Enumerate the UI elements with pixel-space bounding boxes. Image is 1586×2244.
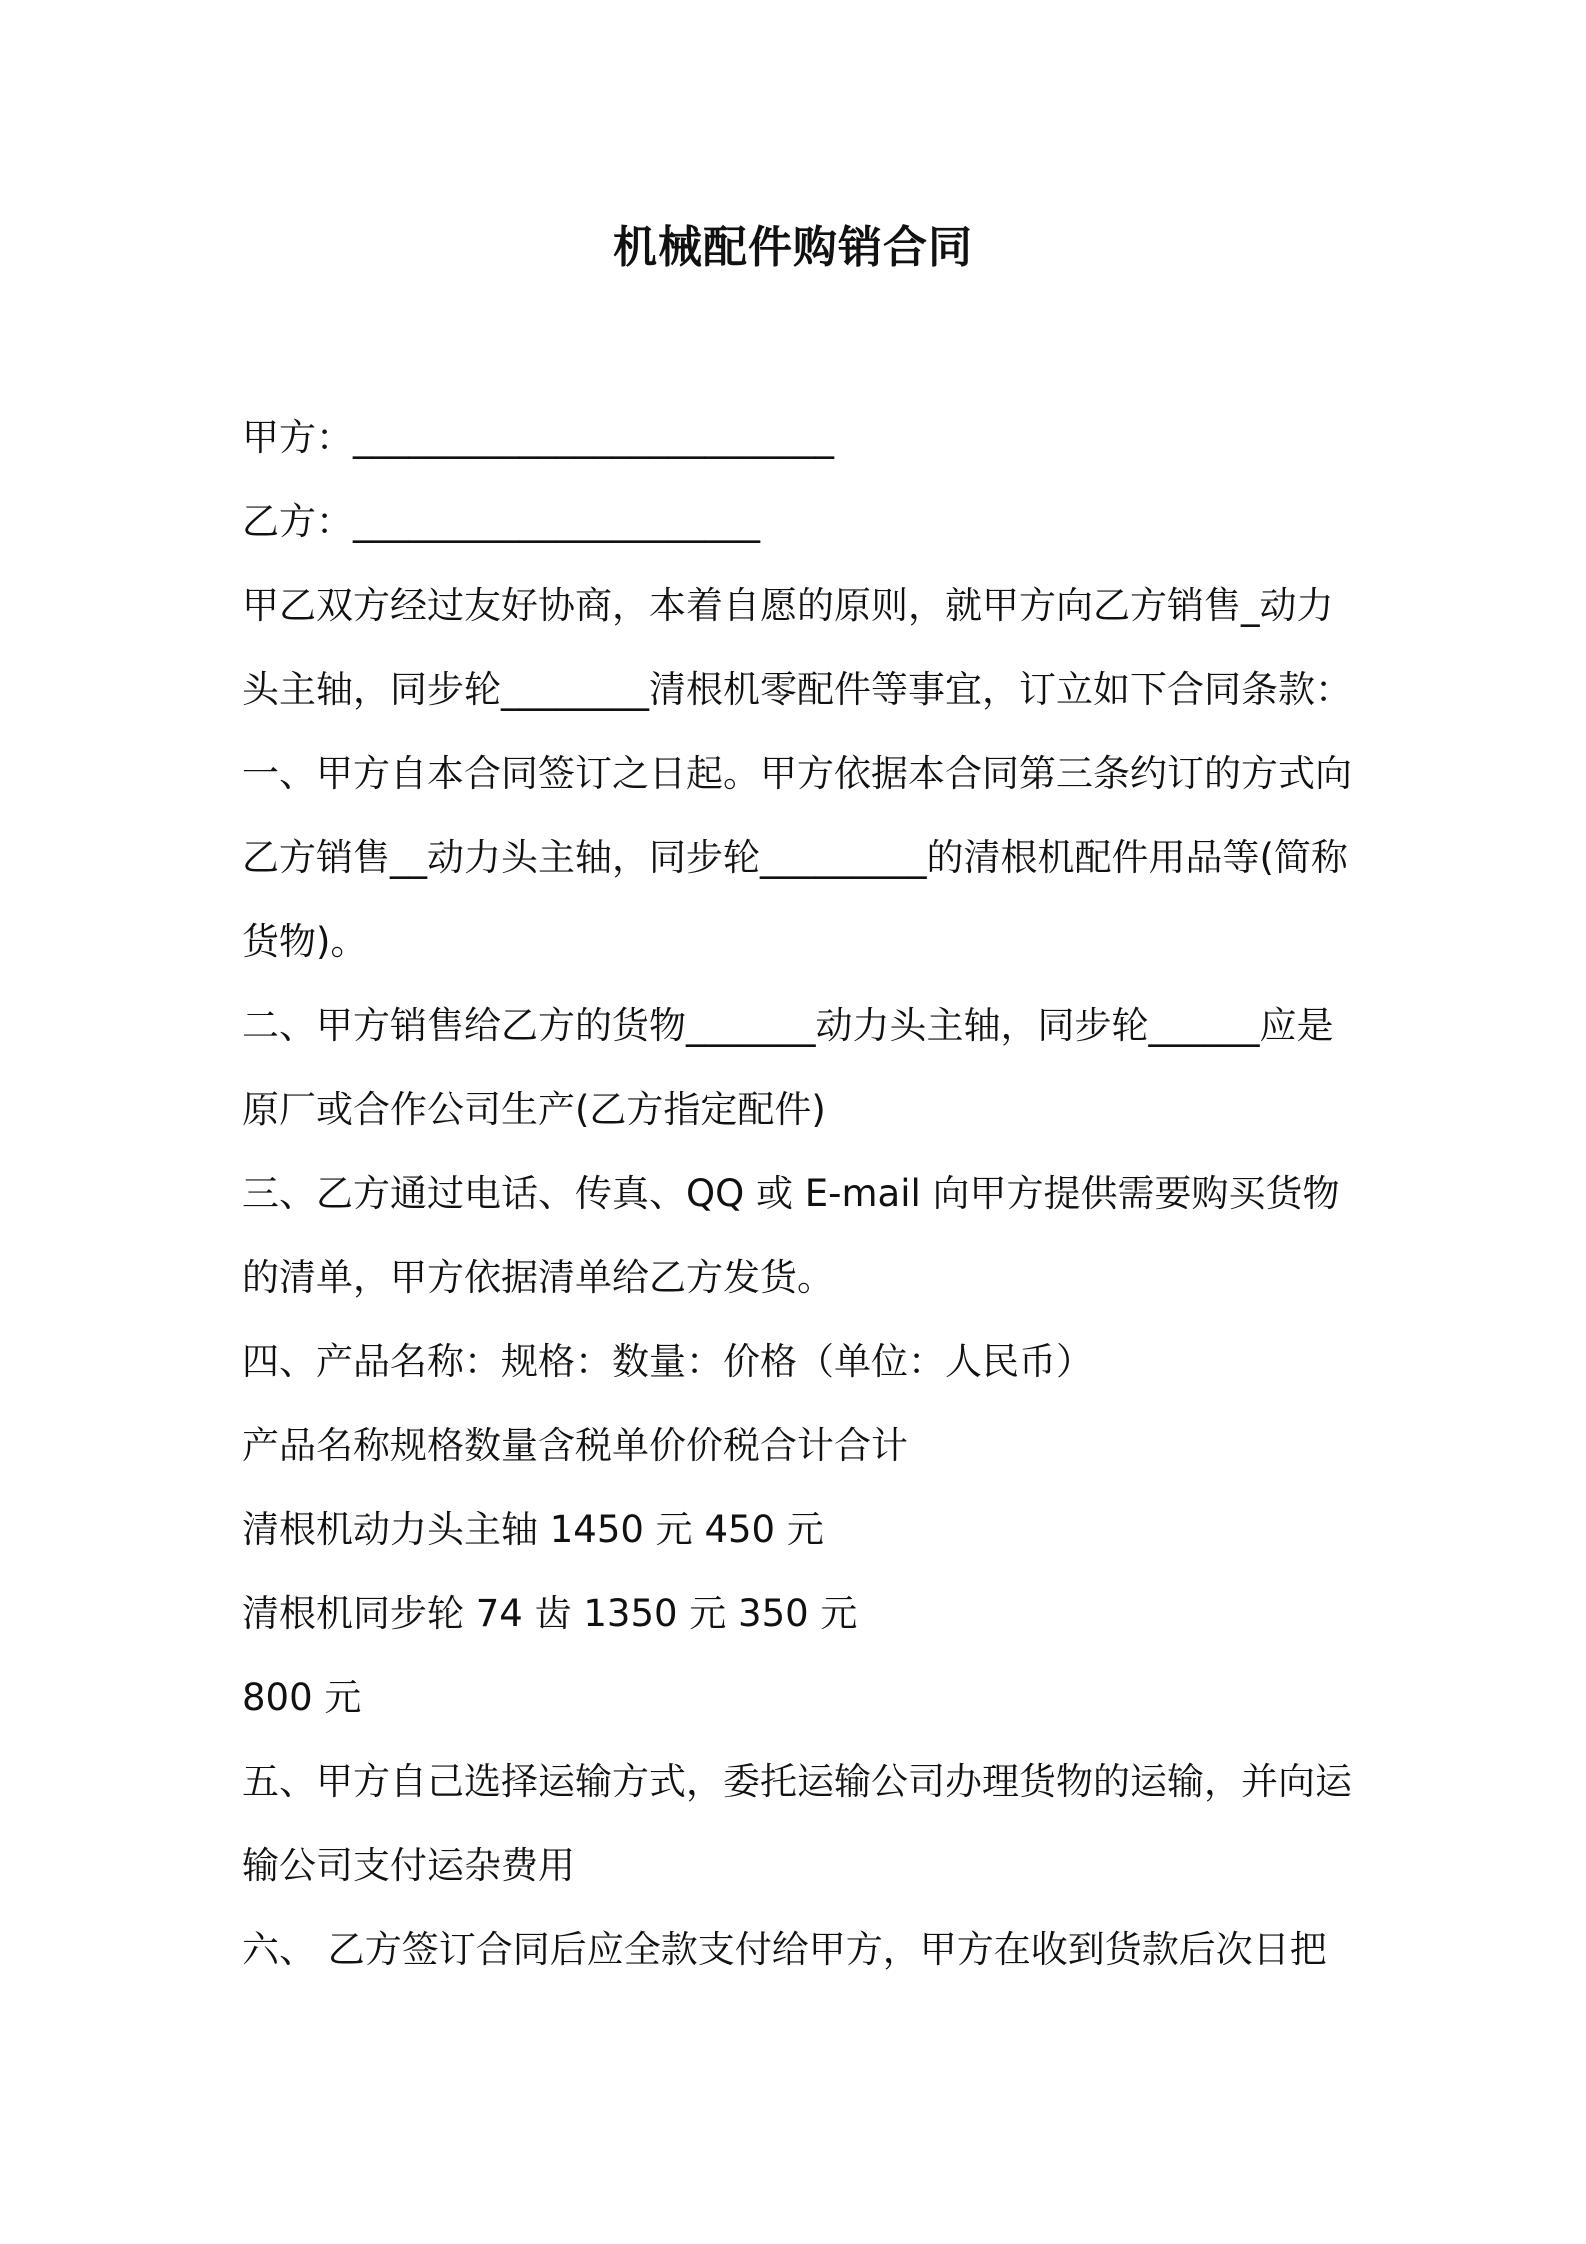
paragraph-line: 甲乙双方经过友好协商，本着自愿的原则，就甲方向乙方销售_动力 — [242, 584, 1334, 627]
clause-3-line: 三、乙方通过电话、传真、QQ 或 E-mail 向甲方提供需要购买货物 — [242, 1172, 1340, 1215]
product-row: 清根机动力头主轴 1450 元 450 元 — [242, 1508, 824, 1551]
clause-3-line: 的清单，甲方依据清单给乙方发货。 — [242, 1256, 834, 1299]
paragraph-line: 头主轴，同步轮________清根机零配件等事宜，订立如下合同条款： — [242, 668, 1352, 711]
clause-1-line: 乙方销售__动力头主轴，同步轮_________的清根机配件用品等(简称 — [242, 836, 1348, 879]
clause-6-line: 六、 乙方签订合同后应全款支付给甲方，甲方在收到货款后次日把 — [242, 1928, 1327, 1971]
clause-5-line: 五、甲方自己选择运输方式，委托运输公司办理货物的运输，并向运 — [242, 1760, 1352, 1803]
product-row: 清根机同步轮 74 齿 1350 元 350 元 — [242, 1592, 858, 1635]
clause-2-line: 二、甲方销售给乙方的货物_______动力头主轴，同步轮______应是 — [242, 1004, 1334, 1047]
clause-1-line: 货物)。 — [242, 920, 368, 963]
clause-5-line: 输公司支付运杂费用 — [242, 1844, 575, 1887]
clause-4-line: 四、产品名称：规格：数量：价格（单位：人民币） — [242, 1340, 1093, 1383]
document-title: 机械配件购销合同 — [613, 222, 973, 273]
product-header-line: 产品名称规格数量含税单价价税合计合计 — [242, 1424, 908, 1467]
clause-1-line: 一、甲方自本合同签订之日起。甲方依据本合同第三条约订的方式向 — [242, 752, 1352, 795]
clause-2-line: 原厂或合作公司生产(乙方指定配件) — [242, 1088, 826, 1131]
party-b-line: 乙方：______________________ — [242, 500, 760, 543]
total-line: 800 元 — [242, 1676, 362, 1719]
document-body — [242, 408, 1362, 2004]
party-a-line: 甲方：__________________________ — [242, 416, 834, 459]
